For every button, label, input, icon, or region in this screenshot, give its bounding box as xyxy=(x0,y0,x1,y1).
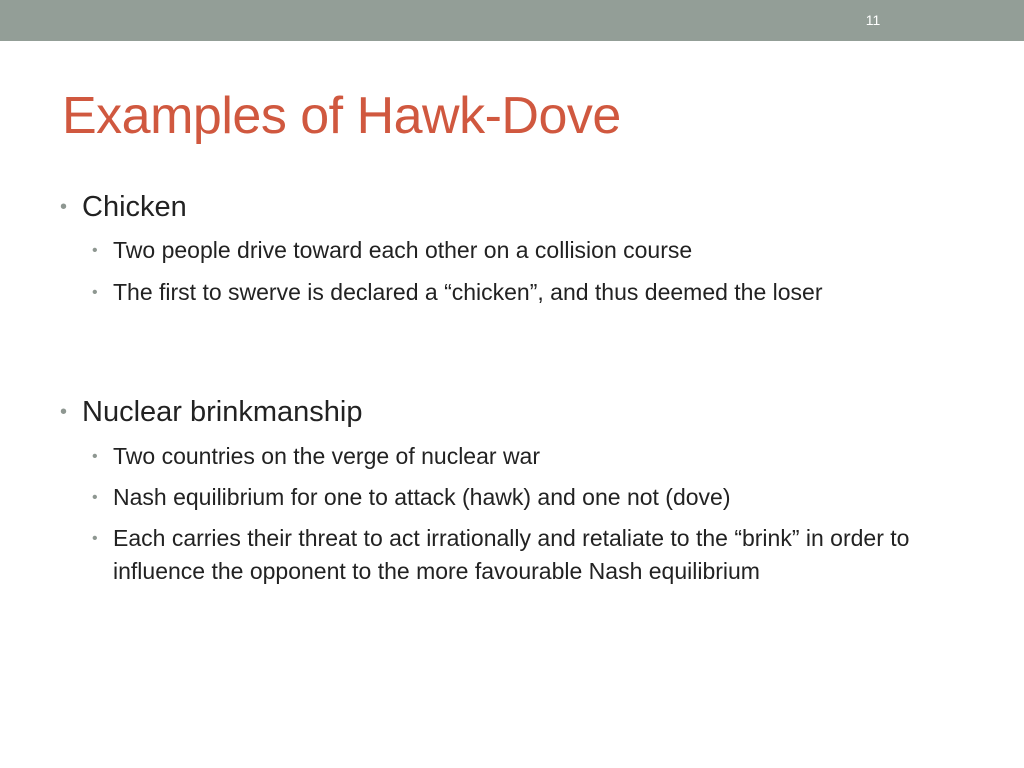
sub-bullet-text: The first to swerve is declared a “chicken”, and thus deemed the loser xyxy=(113,279,823,305)
sub-bullet-text: Nash equilibrium for one to attack (hawk) and one not (dove) xyxy=(113,484,731,510)
bullet-icon: • xyxy=(92,448,98,465)
sub-bullet-text: Two countries on the verge of nuclear war xyxy=(113,443,541,469)
bullet-icon: • xyxy=(92,242,98,259)
sub-bullet-text: Two people drive toward each other on a collision course xyxy=(113,237,693,263)
bullet-icon: • xyxy=(92,284,98,301)
sub-bullet-item xyxy=(92,481,983,514)
bullet-text: Nuclear brinkmanship xyxy=(82,396,363,428)
sub-bullet-item xyxy=(92,440,983,473)
bullet-text: Chicken xyxy=(82,191,187,223)
sub-bullet-text: Each carries their threat to act irrationally and retaliate to the “brink” in order to influence the opponent to the more favourable Nash equilibrium xyxy=(113,525,910,584)
bullet-icon: • xyxy=(60,401,68,423)
bullet-icon: • xyxy=(60,196,68,218)
bullet-icon: • xyxy=(92,489,98,506)
sub-bullet-item xyxy=(92,276,983,309)
sub-bullet-item xyxy=(92,522,983,588)
slide-title: Examples of Hawk-Dove xyxy=(62,87,621,145)
sub-bullet-item xyxy=(92,234,983,267)
slide-number: 11 xyxy=(865,12,881,28)
bullet-icon: • xyxy=(92,530,98,547)
bullet-item xyxy=(60,190,187,224)
bullet-item xyxy=(60,395,363,429)
